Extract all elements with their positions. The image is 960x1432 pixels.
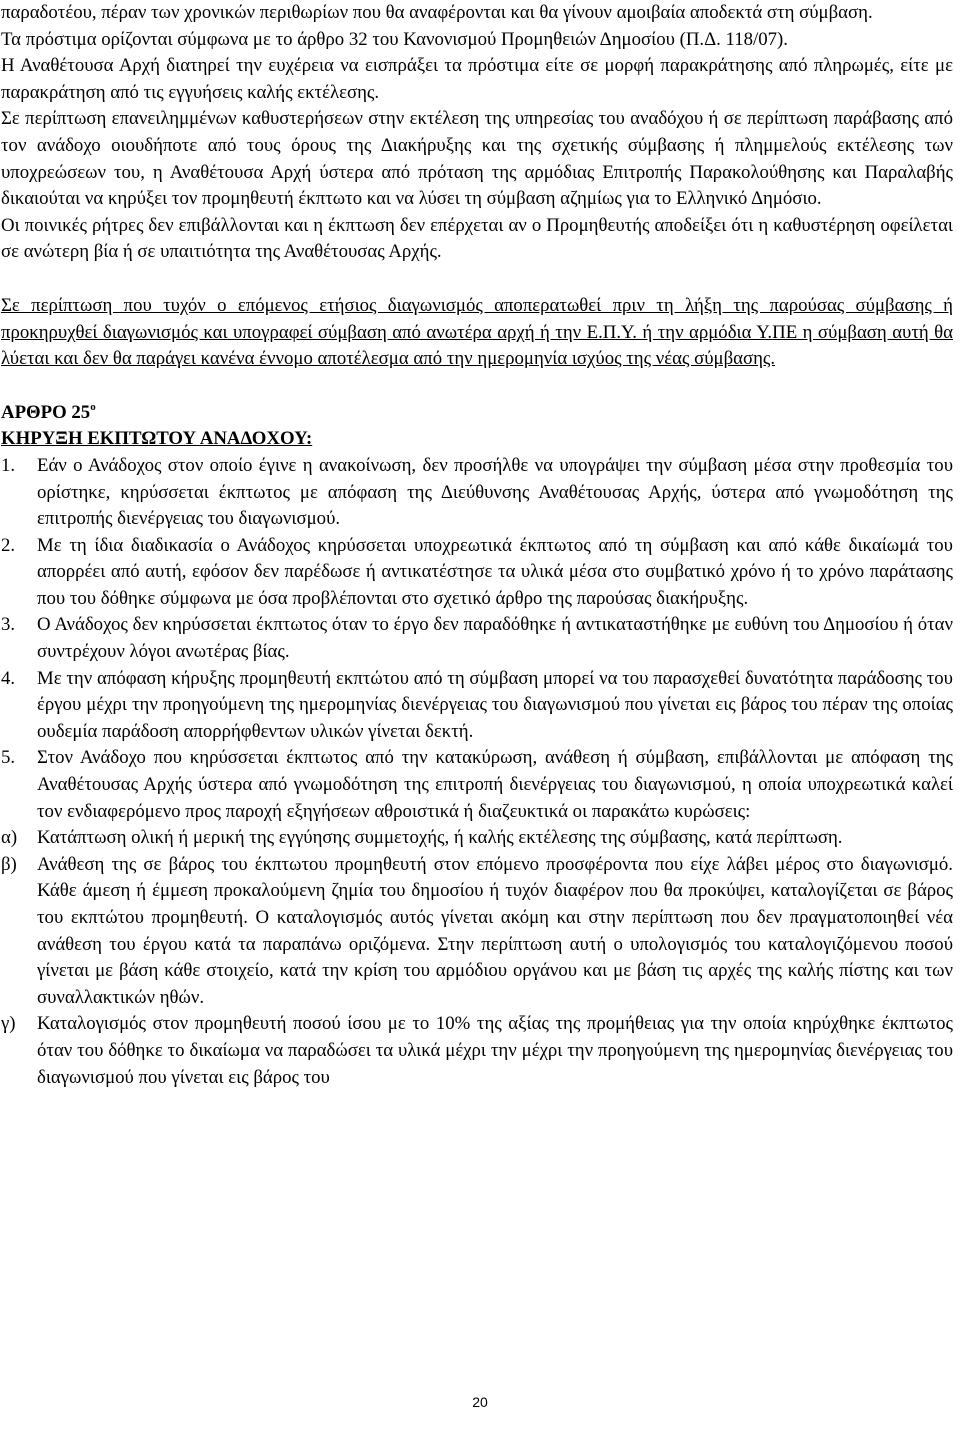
body-paragraph: Τα πρόστιμα ορίζονται σύμφωνα με το άρθρο 32 του Κανονισμού Προμηθειών Δημοσίου (Π.Δ. 118/07). bbox=[1, 28, 788, 50]
list-item-number: 4. bbox=[1, 667, 16, 689]
list-item-text: Στον Ανάδοχο που κηρύσσεται έκπτωτος από την κατακύρωση, ανάθεση ή σύμβαση, επιβάλλονται με απόφαση της Αναθέτουσας Αρχής ύστερα από γνωμοδότηση της επιτροπή διενέργειας του διαγωνισμού, η οποία υποχρεωτικά καλεί τον ενδιαφερόμενο προς παροχή εξηγήσεων αθροιστικά ή διαζευκτικά οι παρακάτω κυρώσεις: bbox=[37, 747, 953, 822]
lettered-item bbox=[0, 1011, 960, 1091]
list-item bbox=[0, 533, 960, 613]
article-title: ΚΗΡΥΞΗ ΕΚΠΤΩΤΟΥ ΑΝΑΔΟΧΟΥ: bbox=[1, 428, 313, 450]
article-heading bbox=[1, 400, 960, 427]
list-item-number: 1. bbox=[1, 454, 16, 476]
page-number: 20 bbox=[472, 1394, 488, 1410]
list-item-number: 3. bbox=[1, 614, 16, 636]
lettered-item-text: Ανάθεση της σε βάρος του έκπτωτου προμηθευτή στον επόμενο προσφέροντα που είχε λάβει μέρος στο διαγωνισμό. Κάθε άμεση ή έμμεση προκαλούμενη ζημία του δημοσίου ή τυχόν διαφέρον που θα προκύψει, καταλογίζεται σε βάρος του εκπτώτου προμηθευτή. Ο καταλογισμός αυτός γίνεται ακόμη και στην περίπτωση που δεν πραγματοποιηθεί νέα ανάθεση του έργου κατά τα παραπάνω οριζόμενα. Στην περίπτωση αυτή ο υπολογισμός του καταλογιζόμενου ποσού γίνεται με βάση κάθε στοιχείο, κατά την κρίση του αρμόδιου οργάνου και με βάση τις αρχές της καλής πίστης και των συναλλακτικών ηθών. bbox=[37, 853, 953, 1008]
lettered-item-text: Κατάπτωση ολική ή μερική της εγγύησης συμμετοχής, ή καλής εκτέλεσης της σύμβασης, κατά περίπτωση. bbox=[37, 827, 843, 849]
lettered-item-label: γ) bbox=[1, 1013, 16, 1035]
lettered-item-text: Καταλογισμός στον προμηθευτή ποσού ίσου με το 10% της αξίας της προμήθειας για την οποία κηρύχθηκε έκπτωτος όταν του δόθηκε το δικαίωμα να παραδώσει τα υλικά μέχρι την μέχρι την προηγούμενη της ημερομηνίας διενέργειας του διαγωνισμού που γίνεται εις βάρος του bbox=[37, 1013, 953, 1088]
article-heading-ordinal: ο bbox=[90, 400, 96, 413]
list-item bbox=[0, 612, 960, 665]
list-item-text: Εάν ο Ανάδοχος στον οποίο έγινε η ανακοίνωση, δεν προσήλθε να υπογράψει την σύμβαση μέσα στην προθεσμία του ορίστηκε, κηρύσσεται έκπτωτος με απόφαση της Διεύθυνσης Αναθέτουσας Αρχής, ύστερα από γνωμοδότηση της επιτροπής διενέργειας του διαγωνισμού. bbox=[37, 454, 953, 530]
list-item bbox=[0, 745, 960, 825]
list-item-number: 2. bbox=[1, 534, 16, 556]
lettered-item-label: β) bbox=[1, 853, 17, 875]
underlined-paragraph: Σε περίπτωση που τυχόν ο επόμενος ετήσιος διαγωνισμός αποπερατωθεί πριν τη λήξη της παρούσας σύμβασης ή προκηρυχθεί διαγωνισμός και υπογραφεί σύμβαση από ανωτέρα αρχή ή την Ε.Π.Υ. ή την αρμόδια Υ.ΠΕ η σύμβαση αυτή θα λύεται και δεν θα παράγει κανένα έννομο αποτέλεσμα από την ημερομηνία ισχύος της νέας σύμβασης. bbox=[1, 294, 953, 370]
lettered-item bbox=[0, 825, 960, 852]
body-paragraph: Η Αναθέτουσα Αρχή διατηρεί την ευχέρεια να εισπράξει τα πρόστιμα είτε σε μορφή παρακράτησης από πληρωμές, είτε με παρακράτηση από τις εγγυήσεις καλής εκτέλεσης. bbox=[1, 55, 953, 103]
list-item bbox=[0, 666, 960, 746]
article-heading-text: ΑΡΘΡΟ 25 bbox=[1, 401, 91, 423]
list-item-text: Με τη ίδια διαδικασία ο Ανάδοχος κηρύσσεται υποχρεωτικά έκπτωτος από τη σύμβαση και από κάθε δικαίωμά του απορρέει από αυτή, εφόσον δεν παρέδωσε ή αντικατέστησε τα υλικά μέσα στο συμβατικό χρόνο ή το χρόνο παράτασης που του δόθηκε σύμφωνα με όσα προβλέπονται στο σχετικό άρθρο της παρούσας διακήρυξης. bbox=[37, 534, 953, 609]
list-item-text: Με την απόφαση κήρυξης προμηθευτή εκπτώτου από τη σύμβαση μπορεί να του παρασχεθεί δυνατότητα παράδοσης του έργου μέχρι την προηγούμενη της ημερομηνίας διενέργειας του διαγωνισμού που γίνεται εις βάρος του πέραν της οποίας ουδεμία παράδοση απορρήφθεντων υλικών γίνεται δεκτή. bbox=[37, 667, 953, 742]
paragraph-spacer bbox=[0, 266, 960, 293]
lettered-item bbox=[0, 852, 960, 1012]
lettered-item-label: α) bbox=[1, 827, 18, 849]
list-item-number: 5. bbox=[1, 747, 16, 769]
body-paragraph: Οι ποινικές ρήτρες δεν επιβάλλονται και η έκπτωση δεν επέρχεται αν ο Προμηθευτής αποδείξει ότι η καθυστέρηση οφείλεται σε ανώτερη βία ή σε υπαιτιότητα της Αναθέτουσας Αρχής. bbox=[1, 214, 953, 263]
body-paragraph: παραδοτέου, πέραν των χρονικών περιθωρίων που θα αναφέρονται και θα γίνουν αμοιβαία αποδεκτά στη σύμβαση. bbox=[1, 2, 873, 23]
list-item bbox=[0, 453, 960, 533]
list-item-text: Ο Ανάδοχος δεν κηρύσσεται έκπτωτος όταν το έργο δεν παραδόθηκε ή αντικαταστήθηκε με ευθύνη του Δημοσίου ή όταν συντρέχουν λόγοι ανωτέρας βίας. bbox=[37, 614, 953, 663]
body-paragraph: Σε περίπτωση επανειλημμένων καθυστερήσεων στην εκτέλεση της υπηρεσίας του αναδόχου ή σε περίπτωση παράβασης από τον ανάδοχο οιουδήποτε από τους όρους της Διακήρυξης και της σχετικής σύμβασης ή πλημμελούς εκτέλεσης των υποχρεώσεων του, η Αναθέτουσα Αρχή ύστερα από πρόταση της αρμόδιας Επιτροπής Παρακολούθησης και Παραλαβής δικαιούται να κηρύξει τον προμηθευτή έκπτωτο και να λύσει τη σύμβαση αζημίως για το Ελληνικό Δημόσιο. bbox=[1, 108, 953, 210]
paragraph-spacer bbox=[0, 373, 960, 400]
